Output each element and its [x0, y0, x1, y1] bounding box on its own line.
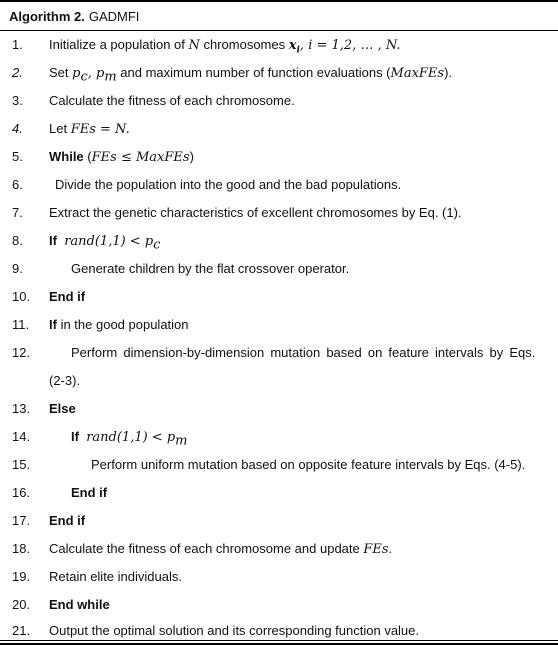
line-number: 5. — [12, 149, 23, 164]
line-number: 6. — [12, 177, 23, 192]
line-text: While (FEs ≤ MaxFEs) — [49, 149, 194, 165]
line-number: 17. — [12, 513, 31, 528]
line-number: 16. — [12, 485, 31, 500]
line-text: Output the optimal solution and its corresponding function value. — [49, 623, 420, 638]
line-text: Perform uniform mutation based on opposite feature intervals by Eqs. (4-5). — [91, 457, 526, 472]
line-text: Let FEs = N. — [49, 121, 130, 137]
line-number: 9. — [12, 261, 23, 276]
algorithm-name: GADMFI — [88, 8, 140, 24]
line-text: If rand(1,1) < $p_m$ — [71, 429, 188, 449]
line-number: 2. — [12, 65, 23, 80]
line-text: Set $p_c$, $p_m$ and maximum number of function evaluations (MaxFEs). — [49, 65, 453, 85]
line-number: 20. — [12, 597, 31, 612]
line-number: 1. — [12, 37, 23, 52]
line-number: 4. — [12, 121, 23, 136]
title-rule — [0, 30, 558, 31]
line-text: If in the good population — [49, 317, 189, 332]
line-number: 13. — [12, 401, 31, 416]
line-text: End while — [49, 597, 110, 612]
line-text: End if — [49, 513, 86, 528]
line-number: 18. — [12, 541, 31, 556]
algorithm-label: Algorithm 2. — [9, 8, 85, 24]
line-text: Calculate the fitness of each chromosome. — [49, 93, 295, 108]
line-text: Initialize a population of N chromosomes $x_i$, i = 1,2, … , N. — [49, 37, 401, 56]
line-number: 10. — [12, 289, 31, 304]
line-number: 8. — [12, 233, 23, 248]
line-text: Retain elite individuals. — [49, 569, 182, 584]
line-text: End if — [49, 289, 86, 304]
line-number: 21. — [12, 623, 31, 638]
line-text: Generate children by the flat crossover operator. — [71, 261, 350, 276]
algorithm-title — [0, 2, 558, 30]
line-number: 3. — [12, 93, 23, 108]
line-number: 11. — [12, 317, 30, 332]
line-text: Extract the genetic characteristics of excellent chromosomes by Eq. (1). — [49, 205, 462, 220]
line-text: Calculate the fitness of each chromosome and update FEs. — [49, 541, 393, 557]
line-number: 12. — [12, 345, 31, 360]
line-text-continued: (2-3). — [49, 373, 81, 388]
line-text: End if — [71, 485, 108, 500]
line-number: 14. — [12, 429, 31, 444]
line-text: Divide the population into the good and the bad populations. — [55, 177, 402, 192]
line-number: 19. — [12, 569, 31, 584]
line-number: 15. — [12, 457, 31, 472]
line-text: Perform dimension-by-dimension mutation based on feature intervals by Eqs. — [71, 345, 536, 360]
line-text: If rand(1,1) < $p_c$ — [49, 233, 161, 253]
line-number: 7. — [12, 205, 23, 220]
bottom-rule-inner — [0, 640, 558, 641]
line-text: Else — [49, 401, 76, 416]
